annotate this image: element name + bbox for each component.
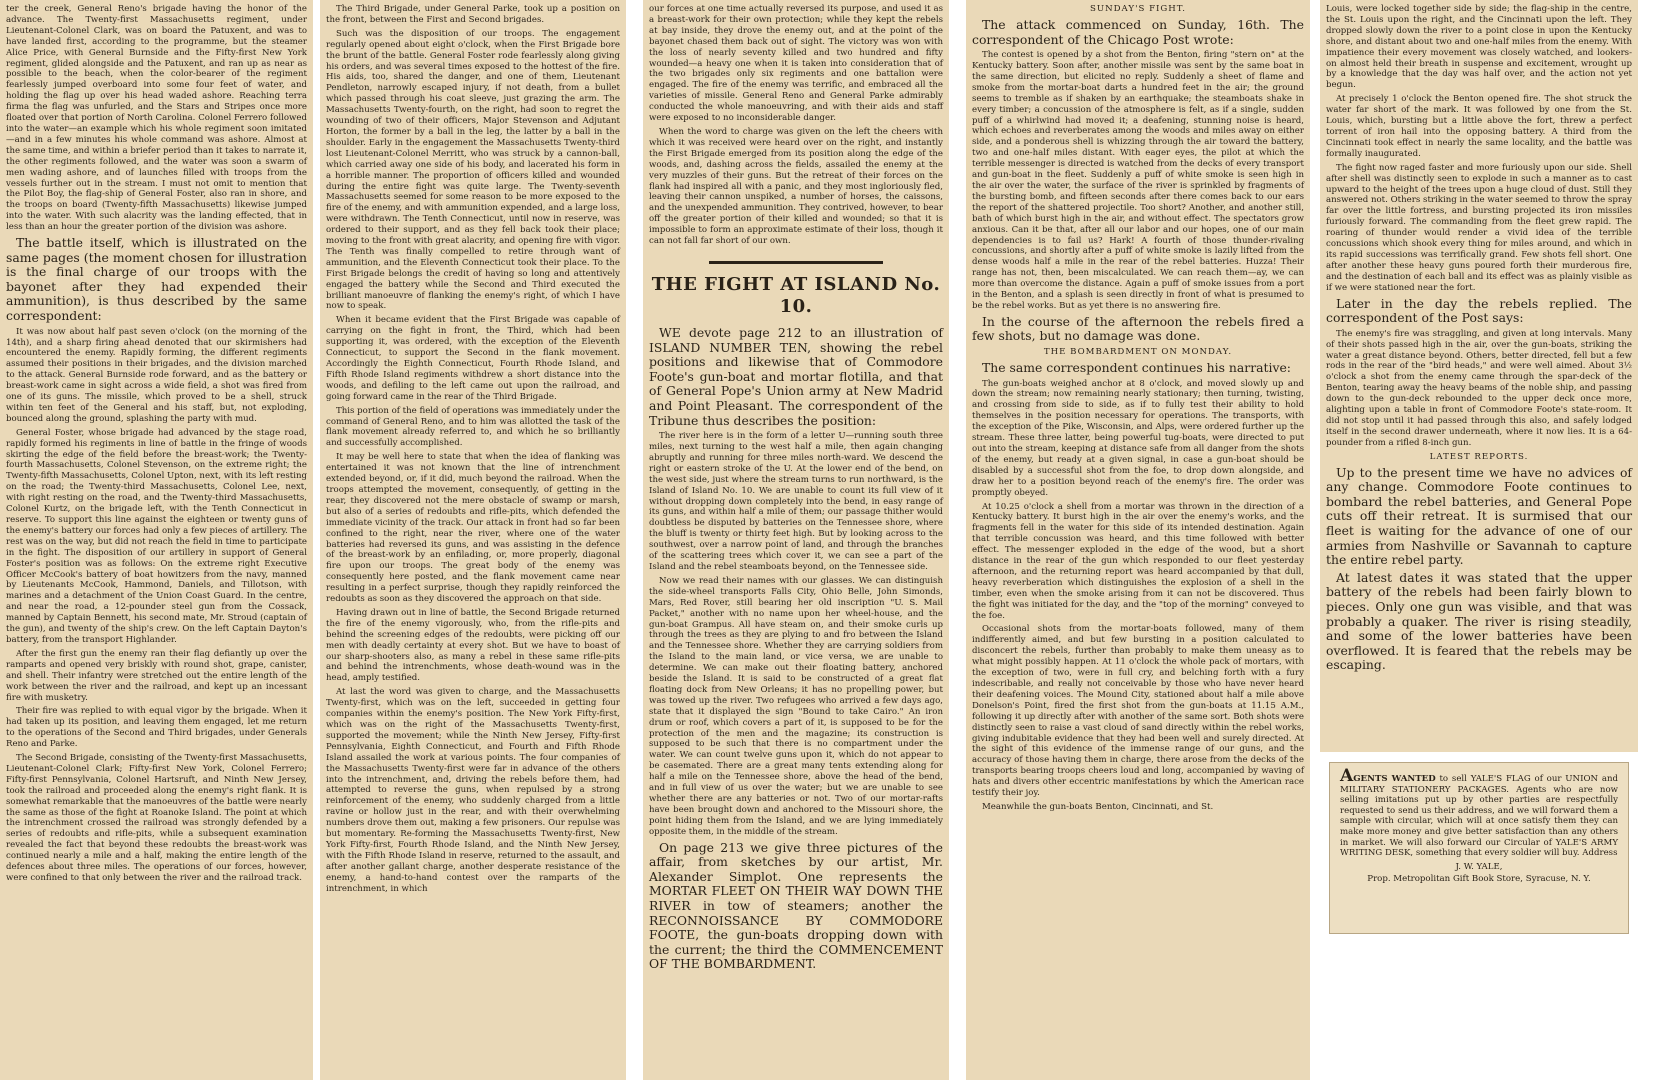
article-column-2 bbox=[320, 0, 626, 1080]
section-subheading: THE BOMBARDMENT ON MONDAY. bbox=[1043, 347, 1233, 358]
ad-headline: GENTS WANTED bbox=[1353, 774, 1436, 784]
paragraph: The Second Brigade, consisting of the Twenty-first Massachusetts, Lieutenant-Colonel Clark; Fifty-first New York, Colonel Ferrero; Fifty-first Pennsylvania, Colonel Hartsruft, and Ninth New Jersey, took the railroad and proceeded along the enemy's right flank. It is somewhat remarkable that the manoeuvres of the battle were nearly the same as those of the fight at Roanoke Island. The point at which the intrenchment crossed the railroad was strongly defended by a series of redoubts and rifle-pits, while a subsequent examination revealed the fact that beyond these redoubts the breast-work was continued nearly a mile and a half, making the entire length of the defences about three miles. The operations of our forces, however, were confined to that only between the river and the railroad track. bbox=[6, 753, 307, 883]
paragraph: This portion of the field of operations was immediately under the command of General Reno, and to him was allotted the task of the flank movement already referred to, and which he so brilliantly and successfully accomplished. bbox=[326, 405, 620, 449]
paragraph: General Foster, whose brigade had advanced by the stage road, rapidly formed his regiments in line of battle in the fringe of woods skirting the edge of the field before the breast-work; the Twenty-fourth Massachusetts, Colonel Stevenson, on the extreme right; the Twenty-fifth Massachusetts, Colonel Upton, next, with its left resting on the road; the Twenty-third Massachusetts, Colonel Lee, next, with right resting on the road, and the Twenty-third Massachusetts, Colonel Kurtz, on the brigade left, with the Tenth Connecticut in reserve. To support this line against the eighteen or twenty guns of the enemy's battery our forces had only a few pieces of artillery. The rest was on the way, but did not reach the field in time to participate in the fight. The disposition of our artillery in support of General Foster's position was as follows: On the extreme right Executive Officer McCook's battery of boat howitzers from the navy, manned by Lieutenants McCook, Hammond, Daniels, and Tillotson, with marines and a detachment of the Union Coast Guard. In the centre, and near the road, a 12-pounder steel gun from the Cossack, manned by Captain Bennett, his second mate, Mr. Stroud (captain of the gun), and twenty of the ship's crew. On the left Captain Dayton's battery, from the transport Highlander. bbox=[6, 427, 308, 645]
lead-paragraph: The same correspondent continues his narrative: bbox=[982, 359, 1291, 375]
paragraph: When it became evident that the First Brigade was capable of carrying on the fight in front, the Third, which had been supporting it, was ordered, with the exception of the Eleventh Connecticut, to support the Second in the flank movement. Accordingly the Eighth Connecticut, Fourth Rhode Island, and Fifth Rhode Island regiments withdrew a short distance into the woods, and defiling to the left came out upon the railroad, and going forward came in the rear of the Third Brigade. bbox=[326, 315, 620, 402]
article-column-1 bbox=[0, 0, 313, 1080]
paragraph: The Third Brigade, under General Parke, took up a position on the front, between the First and Second brigades. bbox=[326, 4, 620, 25]
paragraph: After the first gun the enemy ran their flag defiantly up over the ramparts and opened very briskly with round shot, grape, canister, and shell. Their infantry were stretched out the entire length of the work between the river and the railroad, and kept up an incessant fire with musketry. bbox=[6, 648, 307, 703]
article-column-3 bbox=[643, 0, 949, 1080]
lead-paragraph: On page 213 we give three pictures of the affair, from sketches by our artist, Mr. Alexander Simplot. One represents the MORTAR FLEET ON THEIR WAY DOWN THE RIVER in tow of steamers; another the RECONNOISSANCE BY COMMODORE FOOTE, the gun-boats dropping down with the current; the third the COMMENCEMENT OF THE BOMBARDMENT. bbox=[649, 839, 943, 972]
ad-name: J. W. YALE, bbox=[1455, 861, 1503, 872]
paragraph: Such was the disposition of our troops. The engagement regularly opened about eight o'clock, when the First Brigade bore the brunt of the battle. General Foster rode fearlessly along giving his orders, and was several times exposed to the hottest of the fire. His aids, too, shared the danger, and one of them, Lieutenant Pendleton, narrowly escaped injury, if not death, from a bullet which passed through his coat sleeve, just grazing the arm. The Massachusetts Twenty-fourth, on the right, had soon to regret the wounding of two of their officers, Major Stevenson and Adjutant Horton, the former by a ball in the leg, the latter by a ball in the shoulder. Early in the engagement the Massachusetts Twenty-third lost Lieutenant-Colonel Merritt, who was struck by a cannon-ball, which carried away one side of his body, and lacerated his form in a horrible manner. The proportion of officers killed and wounded during the entire fight was quite large. The Twenty-seventh Massachusetts seemed for some reason to be more exposed to the fire of the enemy, and with ammunition expended, and a large loss, were withdrawn. The Tenth Connecticut, until now in reserve, was ordered to their support, and as they fell back took their place; moving to the front with great alacrity, and opening fire with vigor. The Tenth was finally compelled to retire through want of ammunition, and the Eleventh Connecticut took their place. To the First Brigade belongs the credit of having so long and attentively engaged the battery while the Second and Third executed the brilliant manoeuvre of flanking the enemy's right, of which I have now to speak. bbox=[326, 28, 620, 312]
paragraph: Having drawn out in line of battle, the Second Brigade returned the fire of the enemy vigorously, who, from the rifle-pits and behind the screening edges of the redoubts, were picking off our men with deadly certainty at every shot. But we have to boast of our sharp-shooters also, as many a rebel in these same rifle-pits and behind the intrenchments, whose death-wound was in the head, amply testified. bbox=[326, 607, 620, 684]
paragraph: Meanwhile the gun-boats Benton, Cincinnati, and St. bbox=[982, 801, 1214, 812]
paragraph: At 10.25 o'clock a shell from a mortar was thrown in the direction of a Kentucky battery. It burst high in the air over the enemy's works, and the fragments fell in the water for this side of its intended destination. Again that terrible concussion was heard, and this time followed with better effect. The messenger exploded in the edge of the wood, but a short distance in the rear of the gun which responded to our fleet yesterday afternoon, and the returning report was heard accompanied by that dull, heavy reverberation which distinguishes the explosion of a shell in the timber, even when the smoke arising from it can not be discovered. Thus the fight was initiated for the day, and the "top of the morning" conveyed to the foe. bbox=[972, 501, 1304, 621]
paragraph: our forces at one time actually reversed its purpose, and used it as a breast-work for their own protection; while they kept the rebels at bay inside, they drove the enemy out, and at the point of the bayonet chased them back out of sight. The victory was won with the loss of nearly seventy killed and two hundred and fifty wounded—a heavy one when it is taken into consideration that of the two brigades only six regiments and one battalion were engaged. The fire of the enemy was terrific, and embraced all the varieties of missile. General Reno and General Parke admirably conducted the whole manoeuvring, and with their aids and staff were exposed to no inconsiderable danger. bbox=[649, 4, 943, 124]
paragraph: The contest is opened by a shot from the Benton, firing "stern on" at the Kentucky battery. Soon after, another missile was sent by the same boat in the same direction, but elicited no reply. Suddenly a sheet of flame and smoke from the mortar-boat darts a hundred feet in the air; the ground seems to tremble as if shaken by an earthquake; the steamboats shake in every timber; a concussion of the atmosphere is felt, as if a single, sudden puff of a whirlwind had moved it; a deafening, stunning noise is heard, which echoes and reverberates among the woods and miles away on either side, and a ponderous shell is whizzing through the air toward the battery, two and one-half miles distant. With eager eyes, the pilot at which the terrible messenger is directed is watched from the decks of every transport and gun-boat in the fleet. Suddenly a puff of white smoke is seen high in the air over the water, the surface of the river is sprinkled by fragments of the bursting bomb, and fifteen seconds after there comes back to our ears the report of the shattered projectile. Too short? Another, and another still, bath of which burst high in the air, and without effect. The spectators grow anxious. Can it be that, after all our labor and our hopes, one of our main dependencies is to fail us? Hark! A fourth of those thunder-rivaling concussions, and shortly after a puff of white smoke is lazily lifted from the dense woods half a mile in the rear of the rebel batteries. Huzza! Their range has not, then, been miscalculated. We can reach them—ay, we can more than overcome the distance. Again a puff of smoke issues from a port in the Benton, and a splash is seen directly in front of what is presumed to be the rebel works. But as yet there is no answering fire. bbox=[972, 50, 1304, 311]
lead-paragraph: The attack commenced on Sunday, 16th. The correspondent of the Chicago Post wrote: bbox=[972, 16, 1304, 47]
section-subheading: LATEST REPORTS. bbox=[1429, 451, 1529, 462]
paragraph: Occasional shots from the mortar-boats followed, many of them indifferently aimed, and but few bursting in a position calculated to disconcert the rebels, further than probably to make them uneasy as to what might possibly happen. At 11 o'clock the whole pack of mortars, with the exception of two, were in full cry, and belching forth with a fury indescribable, and really not conceivable by those who have never heard their deafening voices. The Mound City, stationed about half a mile above Donelson's Point, fired the first shot from the gun-boats at 11.15 A.M., following it up directly after with another of the same sort. Both shots were distinctly seen to raise a vast cloud of sand directly within the rebel works, giving indubitable evidence that they had been well and surely directed. At the sight of this evidence of the immense range of our guns, and the accuracy of those having them in charge, there arose from the decks of the transports bearing troops cheers loud and long, accompanied by waving of hats and divers other eccentric manifestations by which the American race testify their joy. bbox=[972, 624, 1304, 799]
paragraph: At last the word was given to charge, and the Massachusetts Twenty-first, which was on the left, succeeded in getting four companies within the enemy's position. The New York Fifty-first, which was on the right of the Massachusetts Twenty-first, supported the movement; while the Ninth New Jersey, Fifty-first Pennsylvania, Eighth Connecticut, and Fourth and Fifth Rhode Island assailed the work at various points. The four companies of the Massachusetts Twenty-first were far in advance of the others into the intrenchment, and, driving the rebels before them, had attempted to reverse the guns, when repulsed by a strong reinforcement of the enemy, who suddenly charged from a little ravine or hollow just in the rear, and with their overwhelming numbers drove them out, making a few prisoners. Our repulse was but momentary. Re-forming the Massachusetts Twenty-first, New York Fifty-first, Fourth Rhode Island, and the Ninth New Jersey, with the Fifth Rhode Island in reserve, returned to the assault, and after another gallant charge, another desperate resistance of the enemy, a hand-to-hand contest over the ramparts of the intrenchment, in which bbox=[326, 687, 620, 894]
paragraph: The fight now raged faster and more furiously upon our side. Shell after shell was distinctly seen to explode in such a manner as to cast upward to the height of the trees upon a huge cloud of dust. Still they answered not. Others striking in the water seemed to throw the spray far over the little fortress, and bursting projected its iron missiles furiously forward. The commanding from the fleet grew rapid. The roaring of thunder would render a vivid idea of the terrible concussions which shook every thing for miles around, and which in its rapid successions was terrifically grand. Few shots fell short. One after another these heavy guns poured forth their murderous fire, and the destination of each ball and its effect was as plainly visible as if we were stationed near the fort. bbox=[1326, 162, 1632, 293]
paragraph: It was now about half past seven o'clock (on the morning of the 14th), and a sharp firing ahead denoted that our skirmishers had encountered the enemy. Rapidly forming, the different regiments assumed their positions in their brigades, and the division marched to the attack. General Burnside rode forward, and as the battery or breast-work came in sight across a wide field, a shot was fired from one of its guns. The missile, which proved to be a shell, struck within ten feet of the General and his staff, but, not exploding, bounced along the ground, splashing the party with mud. bbox=[6, 326, 307, 424]
ad-firm: Prop. Metropolitan Gift Book Store, Syracuse, N. Y. bbox=[1367, 874, 1591, 885]
paragraph: The enemy's fire was straggling, and given at long intervals. Many of their shots passed high in the air, over the gun-boats, striking the water a great distance beyond. Others, better directed, fell but a few rods in the rear of the "bird heads," and were well aimed. About 3½ o'clock a shot from the enemy came through the spar-deck of the Benton, tearing away the heavy beams of the noble ship, and passing down to the gun-deck rebounded to the upper deck once more, alighting upon a table in front of Commodore Foote's state-room. It did not stop until it had passed through this also, and safely lodged itself in the second drawer underneath, where it now lies. It is a 64-pounder from a rifled 8-inch gun. bbox=[1326, 328, 1632, 448]
ad-drop-cap: A bbox=[1340, 766, 1354, 786]
paragraph: ter the creek, General Reno's brigade having the honor of the advance. The Twenty-first Massachusetts regiment, under Lieutenant-Colonel Clark, was on board the Patuxent, and was to have landed first, according to the programme, but the steamer Alice Price, with General Burnside and the Fifty-first New York regiment, glided alongside and the Patuxent, and ran up as near as possible to the beach, when the color-bearer of the regiment fearlessly jumped overboard into some four feet of water, and holding the flag up over his head waded ashore. Reaching terra firma the flag was unfurled, and the Stars and Stripes once more floated over that portion of North Carolina. Colonel Ferrero followed into the water—an example which his whole regiment soon imitated—and in a few minutes his whole command was ashore. Almost at the same time, and within a briefer period than it takes to narrate it, the other regiments followed, and the water was soon a swarm of men wading ashore, and of launches filled with troops from the vessels further out in the stream. I must not omit to mention that the Pilot Boy, the flag-ship of General Foster, also ran in shore, and the troops on board (Twenty-fifth Massachusetts) likewise jumped into the water. With such alacrity was the landing effected, that in less than an hour the greater portion of the division was ashore. bbox=[6, 4, 307, 233]
ad-copy bbox=[1340, 766, 1619, 859]
paragraph: The gun-boats weighed anchor at 8 o'clock, and moved slowly up and down the stream; now remaining nearly stationary; then turning, twisting, and crossing from side to side, as if to fully test their ability to hold themselves in the position necessary for operations. The transports, with the exception of the Pike, Wisconsin, and Alps, were ordered further up the stream. These three latter, being powerful tug-boats, were directed to put out into the stream, keeping at distance safe from all danger from the shots of the enemy, but ready at a given signal, in case a gun-boat should be disabled by a successful shot from the foe, to drop down alongside, and draw her to a position beyond reach of the enemy's fire. The order was promptly obeyed. bbox=[972, 378, 1304, 498]
paragraph: Louis, were locked together side by side; the flag-ship in the centre, the St. Louis upon the right, and the Cincinnati upon the left. They dropped slowly down the river to a point close in upon the Kentucky shore, and distant about two and one-half miles from the enemy. With impatience their every movement was closely watched, and lookers-on almost held their breath in suspense and excitement, wrought up by a knowledge that the day was half over, and the action not yet begun. bbox=[1326, 4, 1632, 91]
article-column-5 bbox=[1320, 0, 1638, 752]
article-headline: THE FIGHT AT ISLAND No. 10. bbox=[651, 273, 941, 317]
advertisement bbox=[1329, 762, 1629, 934]
lead-paragraph: Later in the day the rebels replied. The correspondent of the Post says: bbox=[1326, 295, 1632, 326]
lead-paragraph: At latest dates it was stated that the upper battery of the rebels had been fairly blown to pieces. Only one gun was visible, and that was probably a quaker. The river is rising steadily, and some of the lower batteries have been overflowed. It is feared that the rebels may be escaping. bbox=[1326, 569, 1632, 673]
lead-paragraph: The battle itself, which is illustrated on the same pages (the moment chosen for illustration is the final charge of our troops with the bayonet after they had expended their ammunition), is thus described by the same correspondent: bbox=[6, 235, 307, 323]
lead-paragraph: WE devote page 212 to an illustration of ISLAND NUMBER TEN, showing the rebel positions and likewise that of Commodore Foote's gun-boat and mortar flotilla, and that of General Pope's Union army at New Madrid and Point Pleasant. The correspondent of the Tribune thus describes the position: bbox=[649, 324, 943, 428]
section-subheading: SUNDAY'S FIGHT. bbox=[1090, 4, 1186, 14]
paragraph: It may be well here to state that when the idea of flanking was entertained it was not known that the line of intrenchment extended beyond, or, if it did, much beyond the railroad. When the troops attempted the movement, consequently, of getting in the rear, they discovered not the mere obstacle of swamp or marsh, but also of a series of redoubts and rifle-pits, which defended the immediate vicinity of the track. Our attack in front had so far been confined to the right, near the river, where one of the water batteries had reversed its guns, and was assisting in the defence of the breast-work by an enfilading, or, more properly, diagonal fire upon our troops. The great body of the enemy was consequently here posted, and the flank movement came near resulting in a perfect surprise, though they rapidly reinforced the redoubts as soon as they discovered the approach on that side. bbox=[326, 452, 620, 605]
paragraph: The river here is in the form of a letter U—running south three miles, next turning to the west half a mile, then again changing abruptly and running for three miles north-ward. We descend the right or eastern stroke of the U. At the lower end of the bend, on the west side, just where the stream turns to run northward, is the Island of Island No. 10. We are unable to count its full view of it without dropping down completely into the bend, in easy range of its guns, and within half a mile of them; our passage thither would doubtless be disputed by batteries on the Tennessee shore, where the bluff is twenty or thirty feet high. But by looking across to the southwest, over a narrow point of land, and through the branches of the scattering trees which cover it, we can see a part of the Island and the rebel steamboats beyond, on the Tennessee side. bbox=[649, 431, 943, 572]
paragraph: Now we read their names with our glasses. We can distinguish the side-wheel transports Falls City, Ohio Belle, John Simonds, Mars, Red Rover, still bearing her old inscription "U. S. Mail Packet," another with no name upon her wheel-house, and the gun-boat Grampus. All have steam on, and their smoke curls up through the trees as they are plying to and fro between the Island and the Tennessee shore. Whether they are carrying soldiers from the Island to the main land, or vice versa, we are unable to determine. We can make out their floating battery, anchored beside the Island. It is said to be constructed of a great flat floating dock from New Orleans; it has no propelling power, but was towed up the river. Two refugees who arrived a few days ago, state that it displayed the sign "Bound to take Cairo." An iron drum or roof, which covers a part of it, is supposed to be for the protection of the men and the magazine; its construction is supposed to be such that there is no compartment under the water. We can count twelve guns upon it, which do not appear to be casemated. There are a great many tents extending along for half a mile on the Tennessee shore, above the head of the bend, and in full view of us over the water; but we are unable to see whether there are any batteries or not. Two of our mortar-rafts have been brought down and anchored to the Missouri shore, the point hiding them from the Island, and we are lying immediately opposite them, in the middle of the stream. bbox=[649, 575, 943, 837]
section-divider bbox=[709, 261, 883, 264]
paragraph: When the word to charge was given on the left the cheers with which it was received were heard over on the right, and instantly the First Brigade emerged from its position along the edge of the woods, and, dashing across the fields, assailed the enemy at the very muzzles of their guns. But the retreat of their forces on the flank had inspired all with a panic, and they most ingloriously fled, leaving their cannon unspiked, a number of horses, the caissons, and the unexpended ammunition. They contrived, however, to bear off the greater portion of their killed and wounded; so that it is impossible to form an approximate estimate of their loss, though it can not fall far short of our own. bbox=[649, 126, 943, 247]
lead-paragraph: Up to the present time we have no advices of any change. Commodore Foote continues to bombard the rebel batteries, and General Pope cuts off their retreat. It is surmised that our fleet is waiting for the advance of one of our armies from Nashville or Savannah to capture the entire rebel party. bbox=[1326, 464, 1632, 568]
article-column-4 bbox=[966, 0, 1310, 1080]
ad-body: to sell YALE'S FLAG of our UNION and MILITARY STATIONERY PACKAGES. Agents who are now selling imitations put up by other parties are respectfully requested to send us their address, and we will forward them a sample with circular, which will at once satisfy them they can make more money and give better satisfaction than any others in market. We will also forward our Circular of YALE'S ARMY WRITING DESK, something that every soldier will buy. Address bbox=[1340, 774, 1619, 859]
lead-paragraph: In the course of the afternoon the rebels fired a few shots, but no damage was done. bbox=[972, 313, 1304, 344]
paragraph: At precisely 1 o'clock the Benton opened fire. The shot struck the water far short of the mark. It was followed by one from the St. Louis, which, bursting but a little above the fort, threw a perfect torrent of iron hail into the opposing battery. A third from the Cincinnati took effect in nearly the same locality, and the battle was formally inaugurated. bbox=[1326, 94, 1632, 159]
paragraph: Their fire was replied to with equal vigor by the brigade. When it had taken up its position, and leaving them engaged, let me return to the operations of the Second and Third brigades, under Generals Reno and Parke. bbox=[6, 706, 307, 750]
